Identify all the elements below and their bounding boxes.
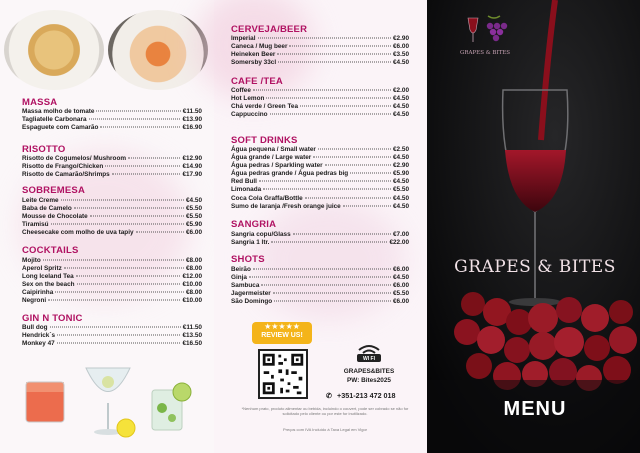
dot-leader bbox=[61, 200, 184, 201]
menu-item-price: €5.90 bbox=[186, 221, 202, 229]
wifi-network-name: GRAPES&BITES bbox=[343, 368, 395, 375]
menu-item-price: €10.00 bbox=[182, 281, 202, 289]
menu-item-price: €7.00 bbox=[393, 231, 409, 238]
menu-item-price: €6.00 bbox=[393, 43, 409, 51]
review-label: REVIEW US! bbox=[261, 332, 303, 339]
dot-leader bbox=[96, 111, 180, 112]
menu-item-name: Sumo de laranja /Fresh orange juice bbox=[231, 202, 341, 210]
dot-leader bbox=[343, 205, 391, 206]
menu-item-price: €17.90 bbox=[182, 171, 202, 179]
dot-leader bbox=[305, 197, 391, 198]
menu-item bbox=[231, 231, 409, 239]
menu-item-price: €4.50 bbox=[393, 194, 409, 202]
menu-item-name: Monkey 47 bbox=[22, 340, 55, 348]
menu-item-name: Caipirinha bbox=[22, 289, 54, 297]
menu-item-price: €5.50 bbox=[186, 205, 202, 213]
section-title-cerveja: CERVEJA/BEER bbox=[231, 24, 308, 35]
drinks-illustration bbox=[20, 360, 200, 440]
menu-item-name: Tagliatelle Carbonara bbox=[22, 116, 87, 124]
menu-item bbox=[22, 197, 202, 205]
menu-item-price: €2.00 bbox=[393, 87, 409, 94]
section-title-sobremesa: SOBREMESA bbox=[22, 185, 86, 196]
menu-item-price: €8.00 bbox=[186, 265, 202, 273]
menu-item-name: Long Iceland Tea bbox=[22, 273, 74, 281]
menu-item-price: €5.50 bbox=[393, 186, 409, 194]
menu-item bbox=[231, 146, 409, 154]
menu-item bbox=[231, 170, 409, 178]
menu-item-price: €12.90 bbox=[182, 155, 202, 162]
menu-item-name: São Domingo bbox=[231, 298, 273, 306]
menu-item-price: €4.50 bbox=[393, 95, 409, 103]
dot-leader bbox=[55, 292, 184, 293]
dot-leader bbox=[300, 106, 391, 107]
menu-item-name: Hendrick´s bbox=[22, 332, 56, 340]
dot-leader bbox=[277, 54, 391, 55]
menu-item bbox=[231, 186, 409, 194]
wine-glass-base bbox=[509, 298, 561, 306]
menu-item bbox=[22, 116, 202, 124]
gin-items bbox=[22, 324, 202, 348]
menu-item bbox=[22, 273, 202, 281]
menu-item-price: €4.50 bbox=[393, 274, 409, 282]
menu-item-name: Sambuca bbox=[231, 282, 260, 290]
dot-leader bbox=[76, 276, 181, 277]
menu-item bbox=[231, 154, 409, 162]
dot-leader bbox=[74, 208, 184, 209]
menu-item bbox=[22, 124, 202, 132]
dot-leader bbox=[43, 260, 184, 261]
menu-item-name: Jagermeister bbox=[231, 290, 271, 298]
menu-label: MENU bbox=[503, 398, 567, 420]
menu-item bbox=[231, 274, 409, 282]
menu-item bbox=[22, 229, 202, 237]
menu-item bbox=[22, 332, 202, 340]
menu-item-name: Limonada bbox=[231, 186, 262, 194]
menu-item-price: €4.50 bbox=[393, 178, 409, 186]
menu-item-price: €8.00 bbox=[186, 289, 202, 297]
menu-item-price: €5.90 bbox=[393, 170, 409, 178]
menu-item bbox=[22, 297, 202, 305]
menu-item bbox=[231, 298, 409, 306]
menu-item-name: Caneca / Mug beer bbox=[231, 43, 288, 51]
menu-item bbox=[22, 163, 202, 171]
menu-item bbox=[22, 257, 202, 265]
dot-leader bbox=[136, 232, 184, 233]
menu-item bbox=[231, 266, 409, 274]
section-title-shots: SHOTS bbox=[231, 254, 265, 265]
dot-leader bbox=[105, 166, 180, 167]
dot-leader bbox=[259, 181, 391, 182]
disclaimer-text: *Nenhum prato, produto alimentar ou bebida, incluindo o couvert, pode ser cobrado se não for solicitado pelo cliente ou por este for inutilizado. bbox=[241, 406, 409, 416]
menu-item-price: €4.50 bbox=[393, 154, 409, 162]
dot-leader bbox=[77, 284, 181, 285]
dot-leader bbox=[273, 293, 391, 294]
menu-item-name: Água pequena / Small water bbox=[231, 146, 316, 153]
menu-item-price: €6.00 bbox=[393, 282, 409, 290]
menu-item-name: Bull dog bbox=[22, 324, 48, 331]
menu-item-price: €6.00 bbox=[186, 229, 202, 237]
dot-leader bbox=[90, 216, 184, 217]
dot-leader bbox=[253, 90, 391, 91]
menu-item-name: Imperial bbox=[231, 35, 256, 42]
cover-panel bbox=[427, 0, 640, 453]
dot-leader bbox=[128, 158, 180, 159]
dot-leader bbox=[271, 242, 387, 243]
review-us-badge[interactable] bbox=[252, 322, 312, 344]
dot-leader bbox=[313, 157, 391, 158]
left-panel bbox=[0, 0, 214, 453]
menu-item bbox=[22, 265, 202, 273]
menu-item-price: €16.90 bbox=[182, 124, 202, 132]
section-title-cocktails: COCKTAILS bbox=[22, 245, 79, 256]
section-title-cafe: CAFE /TEA bbox=[231, 76, 283, 87]
menu-item-price: €12.00 bbox=[182, 273, 202, 281]
dot-leader bbox=[64, 268, 184, 269]
menu-item-price: €13.50 bbox=[182, 332, 202, 340]
menu-item-name: Risotto de Camarão/Shrimps bbox=[22, 171, 110, 179]
section-title-massa: MASSA bbox=[22, 97, 58, 108]
menu-item-price: €2.90 bbox=[393, 35, 409, 42]
menu-item-name: Água grande / Large water bbox=[231, 154, 312, 162]
menu-item bbox=[231, 87, 409, 95]
soft-drinks-items bbox=[231, 146, 409, 211]
dot-leader bbox=[325, 165, 391, 166]
menu-item-price: €6.00 bbox=[393, 266, 409, 273]
section-title-risotto: RISOTTO bbox=[22, 144, 66, 155]
dot-leader bbox=[249, 277, 391, 278]
menu-item-name: Red Bull bbox=[231, 178, 257, 186]
dot-leader bbox=[51, 224, 184, 225]
pasta-dish-image bbox=[4, 10, 104, 90]
dot-leader bbox=[253, 269, 391, 270]
phone-number: +351-213 472 018 bbox=[337, 391, 396, 400]
wifi-password: PW: Bites2025 bbox=[347, 377, 391, 384]
menu-item bbox=[231, 178, 409, 186]
menu-item bbox=[22, 205, 202, 213]
menu-item bbox=[22, 108, 202, 116]
menu-item-name: Hot Lemon bbox=[231, 95, 265, 103]
qr-code-icon[interactable] bbox=[258, 349, 308, 399]
menu-item-price: €4.50 bbox=[393, 59, 409, 67]
menu-item-name: Massa molho de tomate bbox=[22, 108, 95, 115]
menu-item-name: Tiramisú bbox=[22, 221, 49, 229]
menu-item bbox=[22, 221, 202, 229]
cafe-items bbox=[231, 87, 409, 119]
section-title-gin: GIN N TONIC bbox=[22, 313, 83, 324]
menu-item-name: Beirão bbox=[231, 266, 251, 273]
menu-item bbox=[231, 51, 409, 59]
sangria-items bbox=[231, 231, 409, 247]
menu-item-price: €11.50 bbox=[182, 324, 202, 331]
dot-leader bbox=[57, 335, 180, 336]
dot-leader bbox=[112, 174, 181, 175]
menu-item bbox=[22, 324, 202, 332]
menu-item bbox=[231, 282, 409, 290]
menu-item-price: €6.00 bbox=[393, 298, 409, 306]
menu-item-name: Ginja bbox=[231, 274, 247, 282]
menu-item-price: €11.50 bbox=[182, 108, 202, 115]
menu-item-price: €8.00 bbox=[186, 257, 202, 264]
menu-item-name: Sangria copu/Glass bbox=[231, 231, 291, 238]
dot-leader bbox=[89, 119, 181, 120]
menu-item-price: €3.50 bbox=[393, 51, 409, 59]
restaurant-title: GRAPES & BITES bbox=[454, 257, 616, 277]
dot-leader bbox=[274, 301, 391, 302]
menu-item-name: Somersby 33cl bbox=[231, 59, 277, 67]
negroni-glass-icon bbox=[26, 382, 64, 422]
menu-item-name: Sangria 1 ltr. bbox=[231, 239, 270, 247]
menu-item-name: Cheesecake com molho de uva tapiy bbox=[22, 229, 134, 237]
dot-leader bbox=[278, 62, 391, 63]
menu-item bbox=[231, 43, 409, 51]
section-title-sangria: SANGRIA bbox=[231, 219, 277, 230]
menu-item-name: Sex on the beach bbox=[22, 281, 75, 289]
dot-leader bbox=[270, 114, 391, 115]
menu-item-name: Leite Creme bbox=[22, 197, 59, 204]
menu-item bbox=[231, 239, 409, 247]
wifi-label: WI FI bbox=[363, 356, 375, 362]
menu-item-name: Chá verde / Green Tea bbox=[231, 103, 299, 111]
dot-leader bbox=[57, 343, 181, 344]
stars-icon: ★★★★★ bbox=[264, 322, 300, 331]
dot-leader bbox=[258, 38, 391, 39]
menu-item-price: €2.90 bbox=[393, 162, 409, 170]
phone-icon: ✆ bbox=[326, 391, 333, 400]
menu-item-name: Coffee bbox=[231, 87, 251, 94]
wine-glass-illustration bbox=[427, 0, 640, 453]
menu-item-name: Água pedras / Sparkling water bbox=[231, 162, 323, 170]
cerveja-items bbox=[231, 35, 409, 67]
menu-item bbox=[231, 290, 409, 298]
dot-leader bbox=[350, 173, 391, 174]
menu-item-price: €5.50 bbox=[186, 213, 202, 221]
menu-item-price: €16.50 bbox=[182, 340, 202, 348]
massa-items bbox=[22, 108, 202, 132]
menu-item-price: €10.00 bbox=[182, 297, 202, 305]
dot-leader bbox=[289, 46, 391, 47]
menu-item bbox=[22, 155, 202, 163]
dot-leader bbox=[261, 285, 391, 286]
menu-item-name: Mojito bbox=[22, 257, 41, 264]
menu-item-name: Risotto de Frango/Chicken bbox=[22, 163, 104, 171]
dot-leader bbox=[266, 98, 391, 99]
menu-item-name: Coca Cola Graffa/Bottle bbox=[231, 194, 303, 202]
section-title-soft: SOFT DRINKS bbox=[231, 135, 298, 146]
shots-items bbox=[231, 266, 409, 306]
logo-grapes-icon bbox=[460, 12, 516, 52]
menu-item bbox=[231, 203, 409, 211]
menu-item bbox=[231, 195, 409, 203]
cocktails-items bbox=[22, 257, 202, 306]
logo-brand-text: GRAPES & BITES bbox=[459, 50, 511, 56]
menu-item-name: Mousse de Chocolate bbox=[22, 213, 88, 221]
menu-item bbox=[22, 213, 202, 221]
menu-item bbox=[231, 95, 409, 103]
dot-leader bbox=[293, 234, 391, 235]
menu-item-price: €22.00 bbox=[389, 239, 409, 247]
dot-leader bbox=[48, 300, 180, 301]
menu-item-price: €2.50 bbox=[393, 146, 409, 153]
menu-item-price: €5.50 bbox=[393, 290, 409, 298]
menu-item-price: €4.50 bbox=[393, 111, 409, 119]
risotto-items bbox=[22, 155, 202, 179]
menu-item-price: €4.50 bbox=[393, 202, 409, 210]
menu-item-name: Cappuccino bbox=[231, 111, 268, 119]
tax-note: Preços com IVA Incluído à Taxa Legal em Vigor bbox=[282, 427, 368, 432]
menu-item bbox=[22, 340, 202, 348]
menu-item bbox=[22, 171, 202, 179]
dot-leader bbox=[263, 189, 391, 190]
menu-item-name: Espaguete com Camarão bbox=[22, 124, 99, 132]
risotto-dish-image bbox=[108, 10, 208, 90]
menu-item-name: Heineken Beer bbox=[231, 51, 276, 59]
menu-item bbox=[231, 103, 409, 111]
menu-item-name: Negroni bbox=[22, 297, 47, 305]
menu-item-name: Baba de Camelo bbox=[22, 205, 72, 213]
mojito-glass-icon bbox=[152, 383, 191, 430]
menu-item-price: €4.50 bbox=[186, 197, 202, 204]
menu-item-price: €4.50 bbox=[393, 103, 409, 111]
menu-item bbox=[22, 289, 202, 297]
dot-leader bbox=[100, 127, 180, 128]
menu-item-price: €14.90 bbox=[182, 163, 202, 171]
menu-item-name: Aperol Spritz bbox=[22, 265, 62, 273]
menu-item bbox=[231, 59, 409, 67]
dot-leader bbox=[50, 327, 181, 328]
gin-glass-icon bbox=[86, 368, 135, 437]
menu-item bbox=[231, 111, 409, 119]
phone-contact[interactable] bbox=[326, 391, 396, 400]
menu-item-price: €13.90 bbox=[182, 116, 202, 124]
menu-item bbox=[231, 35, 409, 43]
dot-leader bbox=[318, 149, 391, 150]
sobremesa-items bbox=[22, 197, 202, 237]
menu-item-name: Água pedras grande / Água pedras big bbox=[231, 170, 349, 178]
menu-item bbox=[22, 281, 202, 289]
menu-item-name: Risotto de Cogumelos/ Mushroom bbox=[22, 155, 127, 162]
